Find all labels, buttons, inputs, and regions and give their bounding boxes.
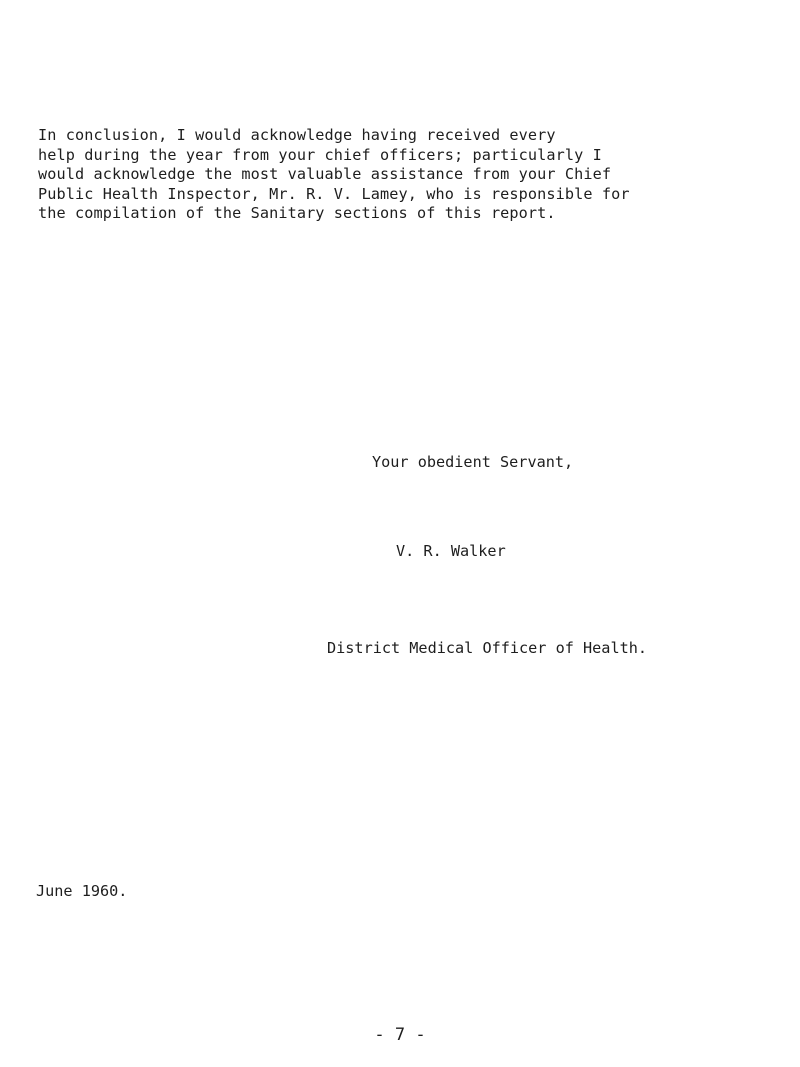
paragraph-line: the compilation of the Sanitary sections of this report. (38, 204, 556, 222)
paragraph-line: Public Health Inspector, Mr. R. V. Lamey, who is responsible for (38, 184, 630, 203)
signatory-name: V. R. Walker (396, 542, 506, 560)
conclusion-paragraph (38, 126, 630, 224)
signatory-title: District Medical Officer of Health. (327, 639, 648, 657)
paragraph-line: In conclusion, I would acknowledge having received every (38, 126, 556, 144)
page-number: - 7 - (374, 1025, 426, 1045)
paragraph-line: would acknowledge the most valuable assistance from your Chief (38, 165, 612, 183)
closing-salutation: Your obedient Servant, (372, 453, 574, 471)
document-date: June 1960. (36, 882, 128, 900)
paragraph-line: help during the year from your chief officers; particularly I (38, 145, 602, 164)
